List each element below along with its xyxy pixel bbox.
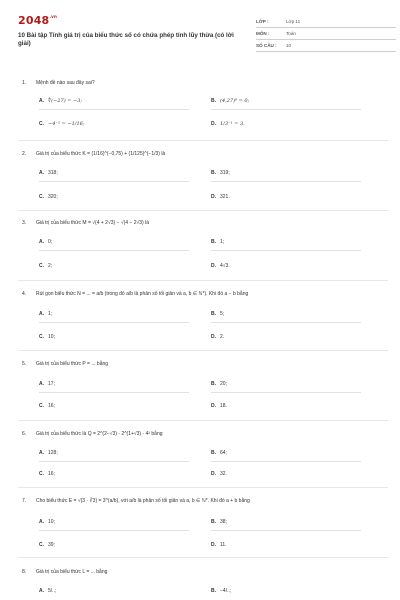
option-text: 10; <box>48 519 55 525</box>
question-4 <box>22 291 382 298</box>
question-text: Rút gọn biểu thức N = ... = a/b (trong đó a/b là phân số tối giản và a, b ∈ ℕ*). Khi đó a − b bằng <box>36 291 249 297</box>
option-letter: B. <box>211 381 216 387</box>
question-1 <box>22 80 382 87</box>
option-divider <box>39 392 189 393</box>
option-text: 20; <box>220 381 227 387</box>
question-text: Cho biểu thức E = √(3 · ∛3) = 3^(a/b), với a/b là phân số tối giản và a, b ∈ ℕ*. Khi đó a + b bằng <box>36 498 250 504</box>
option-letter: C. <box>39 263 44 269</box>
option-b[interactable] <box>211 311 224 319</box>
option-divider <box>211 530 361 531</box>
option-letter: B. <box>211 588 216 594</box>
option-b[interactable] <box>211 170 230 178</box>
option-letter: A. <box>39 170 44 176</box>
option-d[interactable] <box>211 121 245 129</box>
option-text: 11. <box>220 542 227 548</box>
page-title: 10 Bài tập Tính giá trị của biểu thức số có chứa phép tính lũy thừa (có lời giải) <box>18 32 234 47</box>
option-text: 2. <box>220 334 225 340</box>
option-divider <box>211 392 361 393</box>
option-letter: A. <box>39 381 44 387</box>
option-divider <box>211 181 361 182</box>
option-letter: B. <box>211 239 216 245</box>
meta-row-subject <box>256 28 396 40</box>
option-c[interactable] <box>39 194 58 202</box>
option-letter: C. <box>39 403 44 409</box>
option-text: (4,27)⁰ = 0; <box>220 98 250 104</box>
option-text: 2; <box>48 263 53 269</box>
question-number: 4. <box>22 291 27 297</box>
option-c[interactable] <box>39 403 55 411</box>
option-letter: C. <box>39 542 44 548</box>
logo-suffix: .vn <box>49 14 57 19</box>
option-divider <box>211 322 361 323</box>
option-text: 16; <box>48 471 55 477</box>
question-text: Giá trị của biểu thức là Q = 2^(2−√3) · 2^(1+√3) · 4² bằng <box>36 431 163 437</box>
option-text: 0; <box>48 239 53 245</box>
option-text: 5/..; <box>48 588 57 594</box>
meta-key: SỐ CÂU : <box>256 43 277 48</box>
option-letter: A. <box>39 311 44 317</box>
option-letter: D. <box>211 334 216 340</box>
meta-value: 10 <box>286 43 292 48</box>
question-number: 3. <box>22 220 27 226</box>
option-text: 321. <box>220 194 230 200</box>
meta-key: MÔN : <box>256 31 270 36</box>
option-a[interactable] <box>39 239 52 247</box>
meta-key: LỚP : <box>256 19 269 24</box>
section-divider <box>18 420 388 421</box>
question-number: 5. <box>22 361 27 367</box>
option-letter: B. <box>211 98 216 104</box>
section-divider <box>18 557 388 558</box>
question-text: Giá trị của biểu thức P = ... bằng <box>36 361 109 367</box>
option-divider <box>39 530 189 531</box>
option-text: −4/..; <box>220 588 232 594</box>
option-a[interactable] <box>39 381 55 389</box>
option-a[interactable] <box>39 588 56 596</box>
question-text: Mệnh đề nào sau đây sai? <box>36 80 95 86</box>
option-text: 38; <box>220 519 227 525</box>
option-text: 1; <box>220 239 225 245</box>
question-3 <box>22 220 382 227</box>
section-divider <box>18 487 388 488</box>
option-text: 128; <box>48 450 58 456</box>
option-b[interactable] <box>211 239 224 247</box>
option-b[interactable] <box>211 588 231 596</box>
option-d[interactable] <box>211 542 227 550</box>
option-letter: C. <box>39 121 44 127</box>
option-b[interactable] <box>211 519 227 527</box>
option-text: 16; <box>48 403 55 409</box>
option-b[interactable] <box>211 98 249 106</box>
option-d[interactable] <box>211 471 227 479</box>
question-number: 6. <box>22 431 27 437</box>
meta-row-class <box>256 16 396 28</box>
section-divider <box>18 140 388 141</box>
option-a[interactable] <box>39 450 58 458</box>
option-b[interactable] <box>211 450 227 458</box>
question-number: 8. <box>22 569 27 575</box>
option-d[interactable] <box>211 403 227 411</box>
option-letter: D. <box>211 263 216 269</box>
question-text: Giá trị của biểu thức K = (1/16)^(−0,75) + (1/125)^(−1/3) là <box>36 151 166 157</box>
option-text: 18. <box>220 403 227 409</box>
option-text: 319; <box>220 170 230 176</box>
option-c[interactable] <box>39 263 52 271</box>
option-letter: A. <box>39 588 44 594</box>
option-a[interactable] <box>39 311 52 319</box>
option-letter: D. <box>211 542 216 548</box>
option-b[interactable] <box>211 381 227 389</box>
option-letter: B. <box>211 519 216 525</box>
option-text: 320; <box>48 194 58 200</box>
option-text: 39; <box>48 542 55 548</box>
option-c[interactable] <box>39 471 55 479</box>
option-text: 64; <box>220 450 227 456</box>
question-text: Giá trị của biểu thức L = ... bằng <box>36 569 108 575</box>
option-divider <box>211 461 361 462</box>
option-letter: B. <box>211 311 216 317</box>
option-divider <box>39 461 189 462</box>
option-divider <box>211 109 361 110</box>
option-c[interactable] <box>39 121 84 129</box>
question-5 <box>22 361 382 368</box>
option-text: 17; <box>48 381 55 387</box>
option-a[interactable] <box>39 98 82 106</box>
option-d[interactable] <box>211 334 224 342</box>
option-divider <box>39 181 189 182</box>
option-divider <box>39 109 189 110</box>
question-number: 7. <box>22 498 27 504</box>
option-text: 1; <box>48 311 53 317</box>
question-6 <box>22 431 382 438</box>
question-number: 2. <box>22 151 27 157</box>
option-letter: D. <box>211 403 216 409</box>
question-7 <box>22 498 382 505</box>
document-header <box>18 14 388 62</box>
question-number: 1. <box>22 80 27 86</box>
option-c[interactable] <box>39 542 55 550</box>
option-letter: C. <box>39 334 44 340</box>
option-letter: A. <box>39 239 44 245</box>
option-c[interactable] <box>39 334 55 342</box>
option-text: 318; <box>48 170 58 176</box>
option-text: 1/3⁻¹ = 3. <box>220 121 245 127</box>
option-letter: B. <box>211 450 216 456</box>
option-letter: A. <box>39 98 44 104</box>
option-letter: C. <box>39 471 44 477</box>
section-divider <box>18 280 388 281</box>
question-text: Giá trị của biểu thức M = √(4 + 2√3) − √(4 − 2√3) là <box>36 220 149 226</box>
meta-value: Lớp 11 <box>286 19 301 24</box>
document-meta <box>256 16 396 52</box>
option-text: 10; <box>48 334 55 340</box>
option-letter: C. <box>39 194 44 200</box>
option-a[interactable] <box>39 170 58 178</box>
option-divider <box>211 250 361 251</box>
meta-value: Toán <box>286 31 296 36</box>
option-letter: D. <box>211 121 216 127</box>
question-8 <box>22 569 382 576</box>
question-2 <box>22 151 382 158</box>
option-text: 5; <box>220 311 225 317</box>
section-divider <box>18 350 388 351</box>
option-d[interactable] <box>211 194 230 202</box>
section-divider <box>18 210 388 211</box>
option-d[interactable] <box>211 263 230 271</box>
logo-text: 2048 <box>18 14 50 27</box>
option-text: ∜(−27) = −3; <box>48 98 83 104</box>
option-letter: D. <box>211 471 216 477</box>
option-text: 4√3. <box>220 263 230 269</box>
option-text: 32. <box>220 471 227 477</box>
option-letter: A. <box>39 519 44 525</box>
option-text: −4⁻² = −1/16; <box>48 121 85 127</box>
meta-row-count <box>256 40 396 52</box>
option-letter: A. <box>39 450 44 456</box>
option-divider <box>39 322 189 323</box>
option-divider <box>39 250 189 251</box>
option-letter: B. <box>211 170 216 176</box>
option-letter: D. <box>211 194 216 200</box>
option-a[interactable] <box>39 519 55 527</box>
